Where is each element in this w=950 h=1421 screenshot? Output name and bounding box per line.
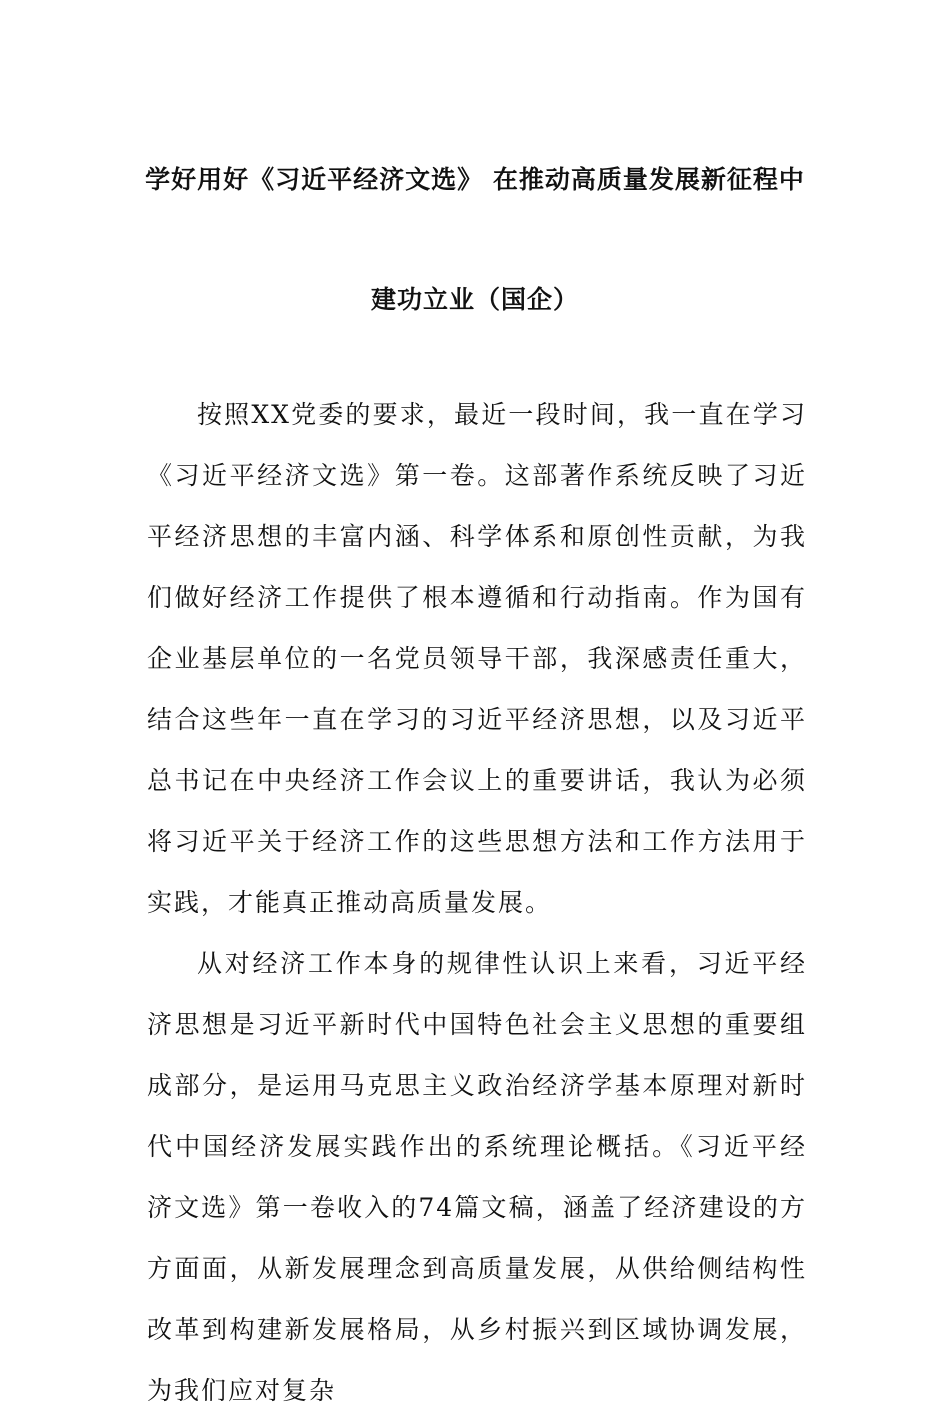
document-body [147, 384, 807, 1421]
document-title [0, 150, 950, 330]
title-line-2: 建功立业（国企） [370, 285, 579, 314]
title-line-1: 学好用好《习近平经济文选》 在推动高质量发展新征程中 [145, 165, 805, 194]
body-paragraph-1: 按照XX党委的要求，最近一段时间，我一直在学习《习近平经济文选》第一卷。这部著作系统反映了习近平经济思想的丰富内涵、科学体系和原创性贡献，为我们做好经济工作提供了根本遵循和行动指南。作为国有企业基层单位的一名党员领导干部，我深感责任重大，结合这些年一直在学习的习近平经济思想，以及习近平总书记在中央经济工作会议上的重要讲话，我认为必须将习近平关于经济工作的这些思想方法和工作方法用于实践，才能真正推动高质量发展。 [147, 400, 807, 917]
body-paragraph-2: 从对经济工作本身的规律性认识上来看，习近平经济思想是习近平新时代中国特色社会主义思想的重要组成部分，是运用马克思主义政治经济学基本原理对新时代中国经济发展实践作出的系统理论概括。《习近平经济文选》第一卷收入的74篇文稿，涵盖了经济建设的方方面面，从新发展理念到高质量发展，从供给侧结构性改革到构建新发展格局，从乡村振兴到区域协调发展，为我们应对复杂 [147, 949, 807, 1405]
